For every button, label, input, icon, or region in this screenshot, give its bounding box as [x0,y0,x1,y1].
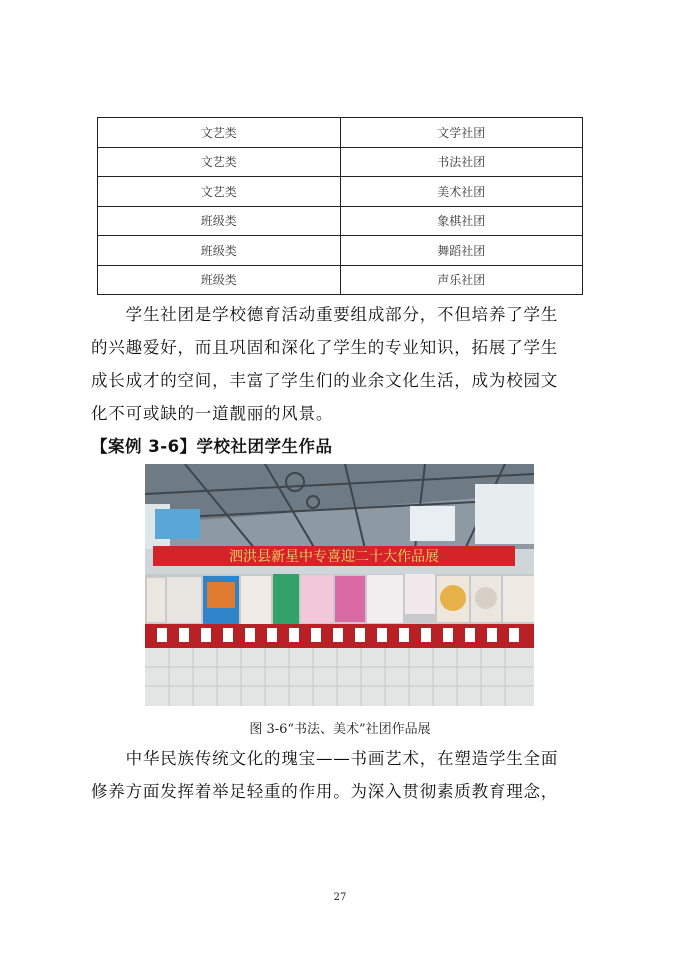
table-cell-club: 书法社团 [340,147,583,177]
page-number: 27 [333,892,347,903]
case-heading: 【案例 3-6】学校社团学生作品 [91,437,333,456]
table-cell-club: 美术社团 [340,177,583,207]
paragraph-line: 的兴趣爱好，而且巩固和深化了学生的专业知识，拓展了学生 [91,338,559,357]
table-cell-category: 班级类 [98,236,341,266]
paragraph-line: 修养方面发挥着举足轻重的作用。为深入贯彻素质教育理念， [91,782,559,801]
table-row [98,206,583,236]
paragraph-line: 中华民族传统文化的瑰宝——书画艺术，在塑造学生全面 [125,749,559,768]
table-cell-club: 文学社团 [340,118,583,148]
table-row [98,177,583,207]
paragraph-intro [91,298,591,430]
table-row [98,147,583,177]
table-cell-category: 班级类 [98,265,341,295]
table-row [98,265,583,295]
table-cell-category: 文艺类 [98,177,341,207]
table-cell-category: 文艺类 [98,147,341,177]
table-cell-category: 文艺类 [98,118,341,148]
table-row [98,118,583,148]
table-cell-club: 象棋社团 [340,206,583,236]
table-row [98,236,583,266]
paragraph-art [91,742,591,808]
table-cell-club: 舞蹈社团 [340,236,583,266]
table-cell-club: 声乐社团 [340,265,583,295]
paragraph-line: 成长成才的空间，丰富了学生们的业余文化生活，成为校园文 [91,371,559,390]
exhibition-photo [145,464,534,706]
banner-text: 泗洪县新星中专喜迎二十大作品展 [229,549,439,565]
club-table [97,117,583,295]
table-cell-category: 班级类 [98,206,341,236]
paragraph-line: 化不可或缺的一道靓丽的风景。 [91,404,334,423]
paragraph-line: 学生社团是学校德育活动重要组成部分，不但培养了学生 [125,305,559,324]
figure-caption: 图 3-6“书法、美术”社团作品展 [249,722,431,737]
